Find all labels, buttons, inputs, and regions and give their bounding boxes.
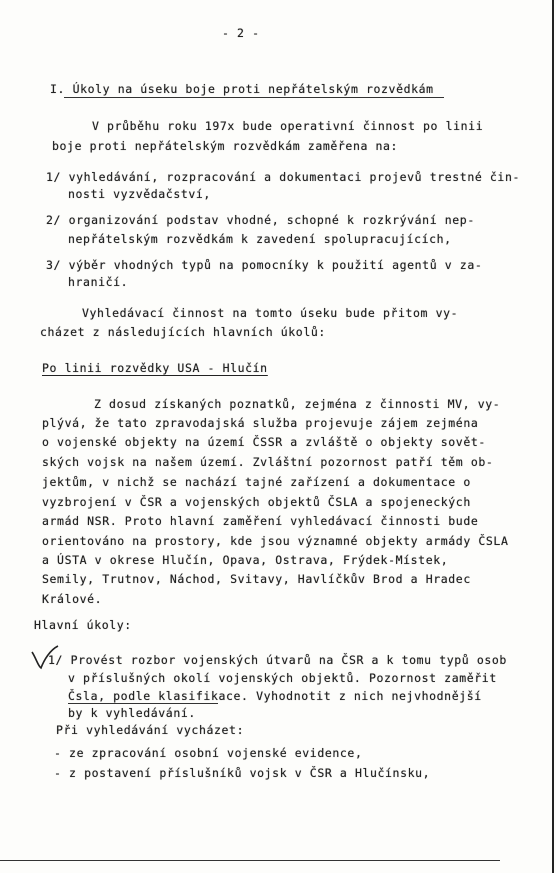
task1-line: Při vyhledávání vycházet: xyxy=(56,723,245,737)
body-line: Semily, Trutnov, Náchod, Svitavy, Havlíčkův Brod a Hradec xyxy=(42,572,471,586)
heading-underline xyxy=(64,97,444,98)
subsection-heading: Po linii rozvědky USA - Hlučín xyxy=(42,361,268,375)
task1-line: by k vyhledávání. xyxy=(68,706,196,720)
point-2-line: 2/ organizování podstav vhodné, schopné k rozkrývání nep- xyxy=(46,213,475,227)
body-line: plývá, že tato zpravodajská služba projevuje zájem zejména xyxy=(42,416,479,430)
body-line: a ÚSTA v okrese Hlučín, Opava, Ostrava, Frýdek-Místek, xyxy=(42,553,449,567)
body-line: Králové. xyxy=(42,592,103,606)
summary-line: cházet z následujících hlavních úkolů: xyxy=(40,325,326,339)
page-edge-right xyxy=(552,0,554,873)
page-number: - 2 - xyxy=(222,26,260,40)
body-line: armád NSR. Proto hlavní zaměření vyhledávací činnosti bude xyxy=(42,514,479,528)
task1-line: v příslušných okolí vojenských objektů. Pozornost zaměřit xyxy=(68,671,497,685)
point-3-line: hraničí. xyxy=(68,275,129,289)
dash-item: - ze zpracování osobní vojenské evidence, xyxy=(54,746,363,760)
point-1-line: 1/ vyhledávání, rozpracování a dokumentaci projevů trestné čin- xyxy=(46,170,520,184)
tasks-label: Hlavní úkoly: xyxy=(34,618,132,632)
task1-line: 1/ Provést rozbor vojenských útvarů na ČSR a k tomu typů osob xyxy=(48,653,507,667)
point-1-line: nosti vyzvědačství, xyxy=(68,187,211,201)
body-line: ských vojsk na našem území. Zvláštní pozornost patří těm ob- xyxy=(42,455,494,469)
intro-line: boje proti nepřátelským rozvědkám zaměřena na: xyxy=(52,139,399,153)
dash-item: - z postavení příslušníků vojsk v ČSR a Hlučínsku, xyxy=(54,766,431,780)
body-line: orientováno na prostory, kde jsou významné objekty armády ČSLA xyxy=(42,534,509,548)
task1-underline xyxy=(68,703,218,704)
body-line: vyzbrojení v ČSR a vojenských objektů ČSLA a spojeneckých xyxy=(42,495,471,509)
task1-line: Čsla, podle klasifikace. Vyhodnotit z nich nejvhodnější xyxy=(68,689,482,703)
body-line: jektům, v nichž se nachází tajné zařízení a dokumentace o xyxy=(42,475,471,489)
point-2-line: nepřátelským rozvědkám k zavedení spolupracujících, xyxy=(68,232,452,246)
page-edge-bottom xyxy=(0,860,500,861)
intro-line: V průběhu roku 197x bude operativní činnost po linii xyxy=(92,119,484,133)
section-heading-1: I. Úkoly na úseku boje proti nepřátelským rozvědkám xyxy=(50,82,434,96)
point-3-line: 3/ výběr vhodných typů na pomocníky k použití agentů v za- xyxy=(46,258,483,272)
summary-line: Vyhledávací činnost na tomto úseku bude přitom vy- xyxy=(82,306,459,320)
body-line: o vojenské objekty na území ČSSR a zvláště o objekty sovět- xyxy=(42,435,486,449)
body-line: Z dosud získaných poznatků, zejména z činnosti MV, vy- xyxy=(94,397,501,411)
